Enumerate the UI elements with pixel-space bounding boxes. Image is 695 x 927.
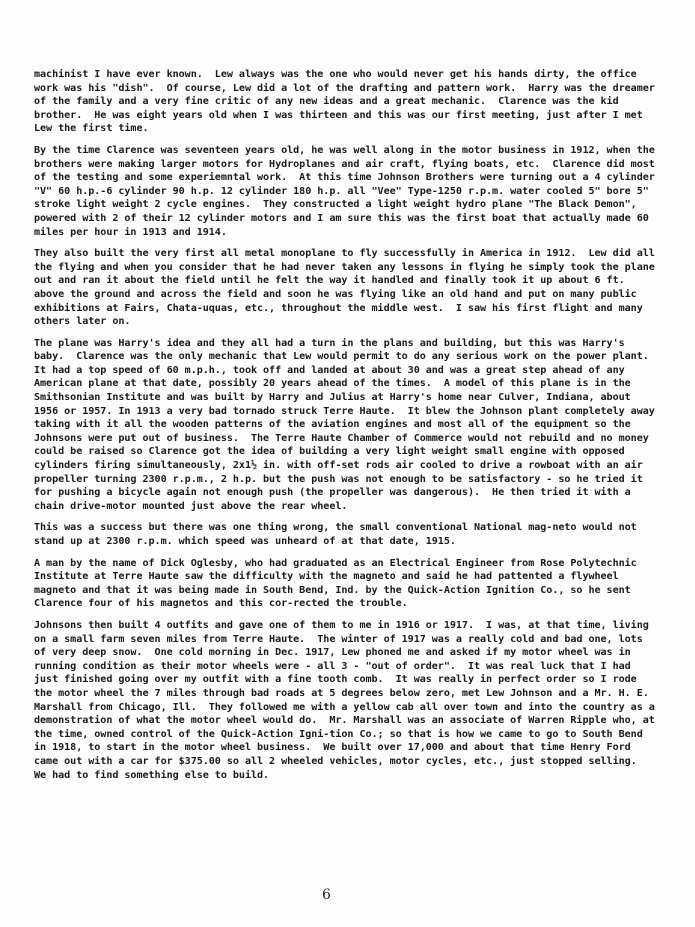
paragraph-1: machinist I have ever known. Lew always was the one who would never get his hands dirty, the office work was his "dish". Of course, Lew did a lot of the drafting and pattern work. Harry was the dreamer of the family and a very fine critic of any new ideas and a great mechanic. Clarence was the kid brother. He was eight years old when I was thirteen and this was our first meeting, just after I met Lew the first time. — [34, 69, 661, 135]
page-number: 6 — [322, 887, 331, 903]
body-text — [34, 68, 661, 790]
paragraph-5: This was a success but there was one thing wrong, the small conventional National mag-neto would not stand up at 2300 r.p.m. which speed was unheard of at that date, 1915. — [34, 522, 643, 547]
paragraph-2: By the time Clarence was seventeen years old, he was well along in the motor business in 1912, when the brothers were making larger motors for Hydroplanes and air craft, flying boats, etc. Clarence did most of the testing and some experiemntal work. At this time Johnson Brothers were turning out a 4 cylinder "V" 60 h.p.-6 cylinder 90 h.p. 12 cylinder 180 h.p. all "Vee" Type-1250 r.p.m. water cooled 5" bore 5" stroke light weight 2 cycle engines. They constructed a light weight hydro plane "The Black Demon", powered with 2 of their 12 cylinder motors and I am sure this was the first boat that actually made 60 miles per hour in 1913 and 1914. — [34, 144, 661, 238]
paragraph-4: The plane was Harry's idea and they all had a turn in the plans and building, but this was Harry's baby. Clarence was the only mechanic that Lew would permit to do any serious work on the power plant. It had a top speed of 60 m.p.h., took off and landed at about 30 and was a great step ahead of any American plane at that date, possibly 20 years ahead of the times. A model of this plane is in the Smithsonian Institute and was built by Harry and Julius at Harry's home near Culver, Indiana, about 1956 or 1957. In 1913 a very bad tornado struck Terre Haute. It blew the Johnson plant completely away taking with it all the wooden patterns of the aviation engines and most all of the equipment so the Johnsons were put out of business. The Terre Haute Chamber of Commerce would not rebuild and no money could be raised so Clarence got the idea of building a very light weight small engine with opposed cylinders firing simultaneously, 2x1½ in. with off-set rods air cooled to drive a rowboat with an air propeller turning 2300 r.p.m., 2 h.p. but the push was not enough to be satisfactory - so he tried it for pushing a bicycle again not enough push (the propeller was dangerous). He then tried it with a chain drive-motor mounted just above the rear wheel. — [34, 337, 661, 512]
paragraph-3: They also built the very first all metal monoplane to fly successfully in America in 1912. Lew did all the flying and when you consider that he had never taken any lessons in flying he simply took the plane out and ran it about the field until he felt the way it handled and finally took it up about 6 ft. above the ground and across the field and soon he was flying like an old hand and put on many public exhibitions at Fairs, Chata-uquas, etc., throughout the middle west. I saw his first flight and many others later on. — [34, 248, 661, 328]
paragraph-7: Johnsons then built 4 outfits and gave one of them to me in 1916 or 1917. I was, at that time, living on a small farm seven miles from Terre Haute. The winter of 1917 was a really cold and bad one, lots of very deep snow. One cold morning in Dec. 1917, Lew phoned me and asked if my motor wheel was in running condition as their motor wheels were - all 3 - "out of order". It was real luck that I had just finished going over my outfit with a fine tooth comb. It was really in perfect order so I rode the motor wheel the 7 miles through bad roads at 5 degrees below zero, met Lew Johnson and a Mr. H. E. Marshall from Chicago, Ill. They followed me with a yellow cab all over town and into the country as a demonstration of what the motor wheel would do. Mr. Marshall was an associate of Warren Ripple who, at the time, owned control of the Quick-Action Igni-tion Co.; so that is how we came to go to South Bend in 1918, to start in the motor wheel business. We built over 17,000 and about that time Henry Ford came out with a car for $375.00 so all 2 wheeled vehicles, motor cycles, etc., just stopped selling. We had to find something else to build. — [34, 619, 661, 781]
paragraph-6: A man by the name of Dick Oglesby, who had graduated as an Electrical Engineer from Rose Polytechnic Institute at Terre Haute saw the difficulty with the magneto and said he had pattented a flywheel magneto and that it was being made in South Bend, Ind. by the Quick-Action Ignition Co., so he sent Clarence four of his magnetos and this cor-rected the trouble. — [34, 557, 643, 610]
